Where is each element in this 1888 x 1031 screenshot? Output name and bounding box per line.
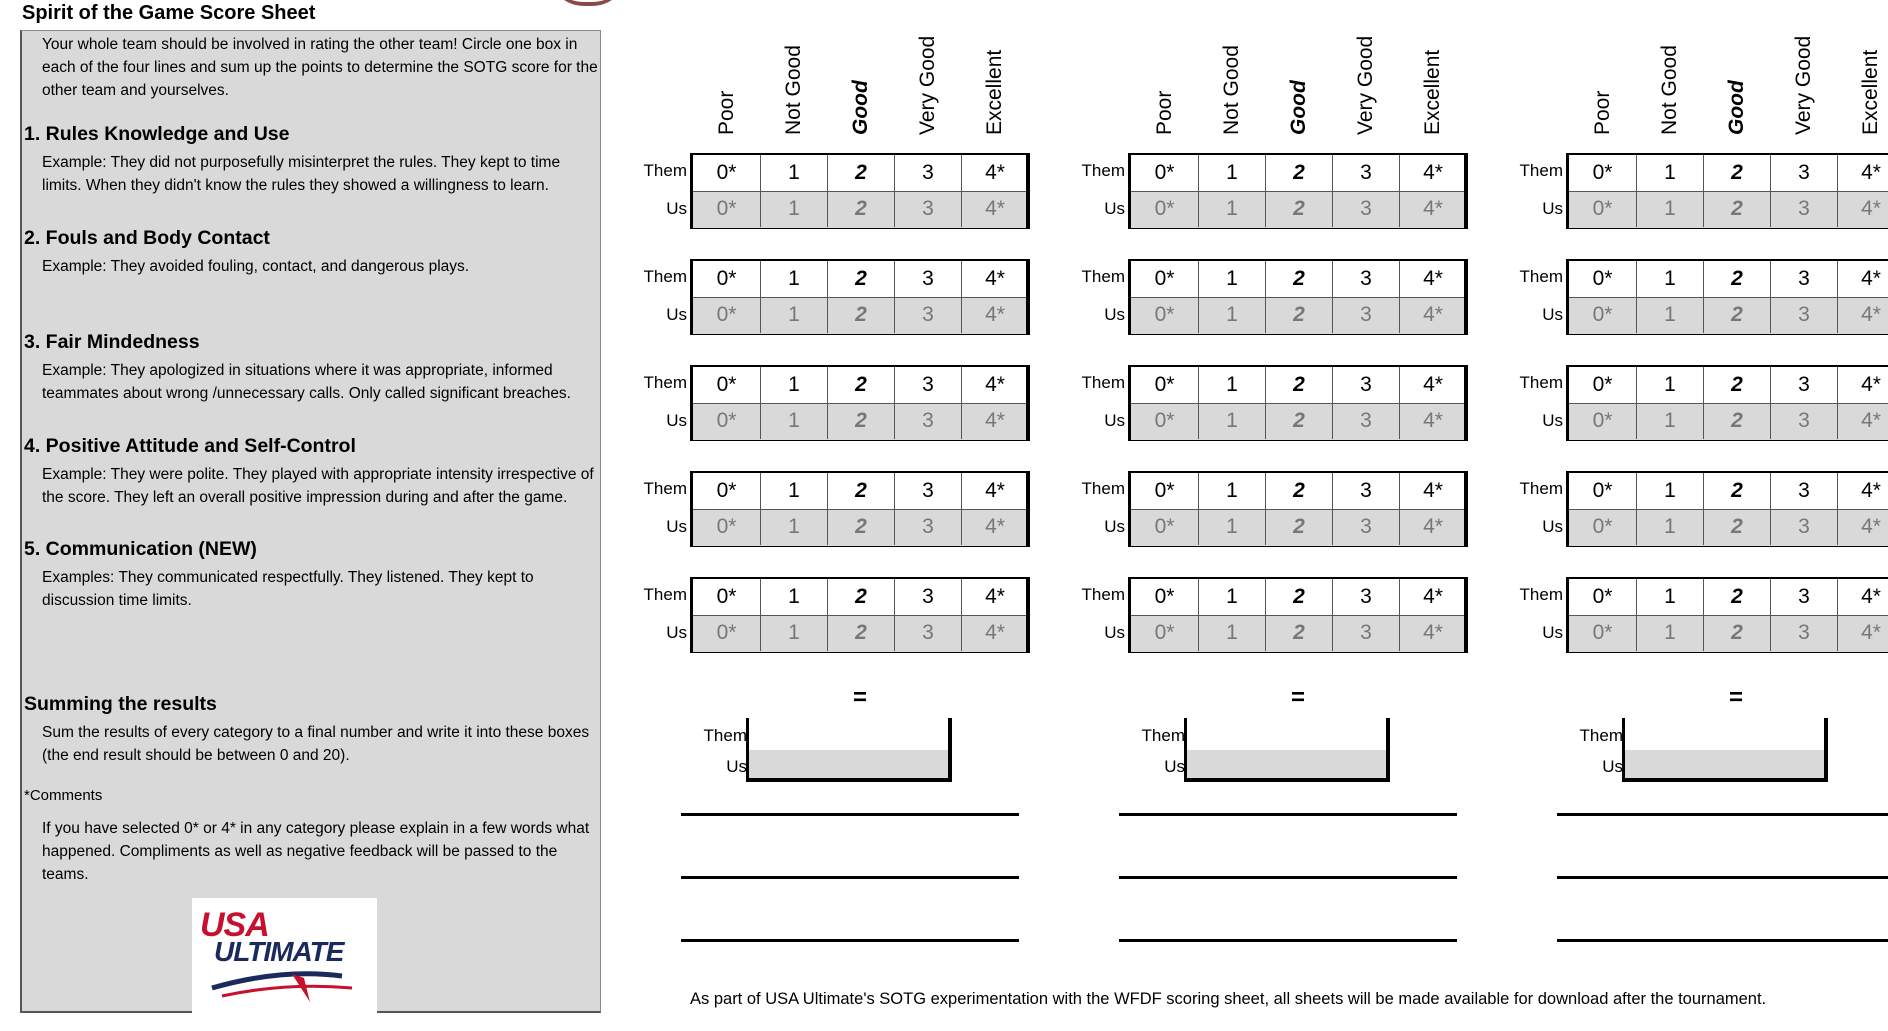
score-cell-them[interactable]: 0* <box>1592 479 1613 502</box>
score-cell-them[interactable]: 2 <box>1265 155 1332 191</box>
score-cell-us[interactable]: 4* <box>1399 297 1466 333</box>
score-cell-us[interactable]: 3 <box>1332 615 1399 651</box>
column-header <box>760 30 827 135</box>
score-cell-us[interactable]: 2 <box>827 191 894 227</box>
row-label-us: Us <box>1104 305 1125 324</box>
category-heading: 3. Fair Mindedness <box>24 331 200 353</box>
score-cell-us[interactable]: 0* <box>1154 197 1175 220</box>
comment-line[interactable] <box>1557 876 1888 879</box>
score-cell-us[interactable]: 2 <box>827 403 894 439</box>
logo-text-ultimate: ULTIMATE <box>214 936 344 967</box>
score-cell-us[interactable]: 1 <box>1636 191 1703 227</box>
score-cell-them[interactable]: 1 <box>1636 261 1703 297</box>
score-cell-us[interactable]: 2 <box>1703 615 1770 651</box>
score-cell-them[interactable]: 3 <box>894 473 961 509</box>
score-cell-us[interactable]: 0* <box>716 515 737 538</box>
column-header <box>1265 30 1332 135</box>
score-cell-them[interactable]: 1 <box>760 579 827 615</box>
score-cell-them[interactable]: 1 <box>1198 155 1265 191</box>
score-grid <box>1566 259 1888 335</box>
score-cell-them[interactable]: 4* <box>1837 261 1888 297</box>
comment-line[interactable] <box>681 876 1019 879</box>
score-grid <box>1128 153 1468 229</box>
score-cell-them[interactable]: 1 <box>760 155 827 191</box>
category-heading: 5. Communication (NEW) <box>24 538 257 560</box>
instructions-panel <box>20 30 601 1013</box>
column-header <box>1569 30 1636 135</box>
total-score-box[interactable] <box>746 718 952 782</box>
column-header-label: Poor <box>714 90 738 135</box>
score-cell-them[interactable]: 0* <box>1154 585 1175 608</box>
score-grid <box>690 153 1030 229</box>
score-cell-them[interactable]: 3 <box>1332 579 1399 615</box>
score-cell-us[interactable]: 3 <box>1770 191 1837 227</box>
row-label-us: Us <box>1104 623 1125 642</box>
row-label-them: Them <box>1081 267 1125 286</box>
score-cell-us[interactable]: 3 <box>894 615 961 651</box>
score-cell-them[interactable]: 1 <box>760 261 827 297</box>
column-header <box>961 30 1028 135</box>
score-cell-us[interactable]: 0* <box>1154 303 1175 326</box>
column-header-label: Poor <box>1590 90 1614 135</box>
score-cell-them[interactable]: 2 <box>827 367 894 403</box>
score-cell-them[interactable]: 4* <box>1399 367 1466 403</box>
comments-text: If you have selected 0* or 4* in any category please explain in a few words what happened. Compliments as well as negative feedback will be passed to the teams. <box>42 820 590 883</box>
column-header-label: Not Good <box>781 45 805 135</box>
score-cell-them[interactable]: 3 <box>1332 367 1399 403</box>
score-cell-them[interactable]: 1 <box>1636 155 1703 191</box>
row-label-them: Them <box>643 479 687 498</box>
score-cell-us[interactable]: 2 <box>1265 191 1332 227</box>
column-header <box>693 30 760 135</box>
score-cell-us[interactable]: 2 <box>1703 297 1770 333</box>
equals-sign: = <box>1290 684 1305 711</box>
usa-ultimate-logo <box>192 898 377 1031</box>
score-cell-them[interactable]: 2 <box>1703 579 1770 615</box>
row-label-them: Them <box>1519 373 1563 392</box>
row-label-them: Them <box>1519 479 1563 498</box>
score-grid <box>1566 471 1888 547</box>
score-cell-them[interactable]: 0* <box>716 161 737 184</box>
score-cell-them[interactable]: 2 <box>1703 261 1770 297</box>
row-label-us: Us <box>666 623 687 642</box>
score-cell-them[interactable]: 2 <box>1265 579 1332 615</box>
score-cell-them[interactable]: 3 <box>1332 155 1399 191</box>
score-cell-us[interactable]: 4* <box>961 615 1028 651</box>
row-label-them: Them <box>643 585 687 604</box>
row-label-them: Them <box>1519 267 1563 286</box>
score-grid <box>690 259 1030 335</box>
row-label-them: Them <box>1081 585 1125 604</box>
category-example: Example: They apologized in situations where it was appropriate, informed teammates about wrong /unnecessary calls. Only called significant breaches. <box>42 362 571 402</box>
score-cell-us[interactable]: 1 <box>1636 403 1703 439</box>
score-grid <box>690 365 1030 441</box>
score-cell-them[interactable]: 0* <box>716 373 737 396</box>
score-cell-us[interactable]: 2 <box>1703 403 1770 439</box>
row-label-them: Them <box>1081 161 1125 180</box>
score-cell-them[interactable]: 3 <box>1770 155 1837 191</box>
score-cell-us[interactable]: 0* <box>1592 409 1613 432</box>
score-cell-them[interactable]: 4* <box>1837 473 1888 509</box>
column-header <box>1837 30 1888 135</box>
row-label-them: Them <box>643 267 687 286</box>
score-cell-us[interactable]: 2 <box>1265 615 1332 651</box>
score-cell-them[interactable]: 3 <box>1332 261 1399 297</box>
category-example: Example: They were polite. They played with appropriate intensity irrespective of the score. They left an overall positive impression during and after the game. <box>42 466 594 506</box>
score-cell-us[interactable]: 4* <box>1399 509 1466 545</box>
score-cell-us[interactable]: 3 <box>1770 509 1837 545</box>
score-cell-them[interactable]: 4* <box>1837 155 1888 191</box>
footer-note: As part of USA Ultimate's SOTG experimentation with the WFDF scoring sheet, all sheets will be made available for download after the tournament. <box>690 990 1767 1008</box>
summing-text: Sum the results of every category to a final number and write it into these boxes (the end result should be between 0 and 20). <box>42 724 590 764</box>
comment-line[interactable] <box>1119 939 1457 942</box>
score-cell-us[interactable]: 4* <box>961 403 1028 439</box>
total-label-us: Us <box>1164 757 1185 776</box>
comment-line[interactable] <box>681 939 1019 942</box>
score-cell-them[interactable]: 0* <box>716 479 737 502</box>
column-header-label: Not Good <box>1219 45 1243 135</box>
score-cell-them[interactable]: 0* <box>1154 373 1175 396</box>
score-cell-them[interactable]: 3 <box>894 367 961 403</box>
score-cell-us[interactable]: 2 <box>827 509 894 545</box>
total-label-us: Us <box>1602 757 1623 776</box>
score-cell-them[interactable]: 1 <box>1198 579 1265 615</box>
row-label-us: Us <box>1542 305 1563 324</box>
total-score-box[interactable] <box>1622 718 1828 782</box>
score-cell-them[interactable]: 1 <box>1636 367 1703 403</box>
row-label-us: Us <box>666 199 687 218</box>
score-cell-us[interactable]: 1 <box>1636 615 1703 651</box>
score-cell-them[interactable]: 4* <box>961 261 1028 297</box>
score-cell-them[interactable]: 2 <box>1703 155 1770 191</box>
category-heading: 2. Fouls and Body Contact <box>24 227 270 249</box>
category-example: Example: They did not purposefully misinterpret the rules. They kept to time limits. When they didn't know the rules they showed a willingness to learn. <box>42 154 561 194</box>
score-cell-them[interactable]: 4* <box>1399 155 1466 191</box>
score-cell-them[interactable]: 2 <box>827 261 894 297</box>
score-cell-them[interactable]: 0* <box>1154 267 1175 290</box>
score-cell-us[interactable]: 0* <box>1592 197 1613 220</box>
total-label-them: Them <box>1579 726 1623 745</box>
score-cell-us[interactable]: 1 <box>760 615 827 651</box>
column-header <box>1131 30 1198 135</box>
comment-line[interactable] <box>1119 813 1457 816</box>
category-heading: 1. Rules Knowledge and Use <box>24 123 290 145</box>
score-grid <box>1566 577 1888 653</box>
score-cell-them[interactable]: 0* <box>1592 585 1613 608</box>
row-label-us: Us <box>1104 199 1125 218</box>
column-header <box>827 30 894 135</box>
score-cell-them[interactable]: 3 <box>1770 473 1837 509</box>
score-cell-them[interactable]: 1 <box>1198 261 1265 297</box>
score-cell-them[interactable]: 0* <box>716 585 737 608</box>
score-cell-us[interactable]: 1 <box>1198 509 1265 545</box>
score-cell-us[interactable]: 0* <box>1154 409 1175 432</box>
column-header-label: Very Good <box>915 35 939 135</box>
score-grid <box>690 471 1030 547</box>
score-cell-them[interactable]: 0* <box>1592 161 1613 184</box>
column-header-label: Good <box>1724 80 1748 135</box>
column-header-label: Excellent <box>1858 49 1882 135</box>
score-cell-us[interactable]: 4* <box>1399 615 1466 651</box>
score-cell-them[interactable]: 1 <box>760 473 827 509</box>
score-cell-us[interactable]: 4* <box>1837 615 1888 651</box>
score-cell-them[interactable]: 1 <box>1198 473 1265 509</box>
column-header-label: Not Good <box>1657 45 1681 135</box>
score-cell-them[interactable]: 2 <box>827 579 894 615</box>
score-cell-them[interactable]: 1 <box>1636 579 1703 615</box>
score-cell-us[interactable]: 4* <box>961 509 1028 545</box>
score-cell-us[interactable]: 0* <box>716 621 737 644</box>
column-header-label: Excellent <box>1420 49 1444 135</box>
column-header-label: Excellent <box>982 49 1006 135</box>
score-grid <box>1566 365 1888 441</box>
score-cell-us[interactable]: 4* <box>1837 403 1888 439</box>
score-cell-them[interactable]: 0* <box>1592 267 1613 290</box>
score-cell-them[interactable]: 0* <box>1154 479 1175 502</box>
row-label-them: Them <box>1519 161 1563 180</box>
column-header <box>894 30 961 135</box>
row-label-us: Us <box>1542 623 1563 642</box>
row-label-them: Them <box>1519 585 1563 604</box>
row-label-us: Us <box>1542 517 1563 536</box>
score-cell-us[interactable]: 0* <box>1592 303 1613 326</box>
score-cell-us[interactable]: 3 <box>894 191 961 227</box>
score-grid <box>1128 259 1468 335</box>
comment-line[interactable] <box>681 813 1019 816</box>
score-cell-us[interactable]: 4* <box>1837 191 1888 227</box>
score-cell-them[interactable]: 4* <box>961 473 1028 509</box>
category-example: Examples: They communicated respectfully. They listened. They kept to discussion time limits. <box>42 569 534 609</box>
row-label-us: Us <box>1542 199 1563 218</box>
row-label-us: Us <box>666 517 687 536</box>
column-header <box>1703 30 1770 135</box>
score-cell-them[interactable]: 4* <box>1399 473 1466 509</box>
score-cell-us[interactable]: 4* <box>1837 509 1888 545</box>
total-label-them: Them <box>1141 726 1185 745</box>
score-cell-us[interactable]: 4* <box>1837 297 1888 333</box>
row-label-them: Them <box>643 373 687 392</box>
logo-text-usa: USA <box>200 906 269 944</box>
score-cell-us[interactable]: 4* <box>961 191 1028 227</box>
score-cell-them[interactable]: 2 <box>827 155 894 191</box>
score-cell-us[interactable]: 3 <box>1332 297 1399 333</box>
score-cell-them[interactable]: 4* <box>1837 367 1888 403</box>
total-us-shading <box>1625 750 1824 778</box>
column-header <box>1198 30 1265 135</box>
score-cell-us[interactable]: 0* <box>1154 621 1175 644</box>
score-cell-them[interactable]: 3 <box>1770 579 1837 615</box>
row-label-them: Them <box>1081 479 1125 498</box>
score-cell-them[interactable]: 2 <box>827 473 894 509</box>
score-cell-them[interactable]: 4* <box>961 579 1028 615</box>
score-grid <box>1566 153 1888 229</box>
score-cell-them[interactable]: 3 <box>894 579 961 615</box>
score-cell-them[interactable]: 4* <box>1837 579 1888 615</box>
score-cell-us[interactable]: 2 <box>1265 509 1332 545</box>
score-grid <box>1128 471 1468 547</box>
score-cell-us[interactable]: 3 <box>894 509 961 545</box>
score-cell-them[interactable]: 2 <box>1265 367 1332 403</box>
score-cell-them[interactable]: 0* <box>1154 161 1175 184</box>
score-cell-us[interactable]: 3 <box>1332 191 1399 227</box>
score-cell-us[interactable]: 2 <box>1703 509 1770 545</box>
equals-sign: = <box>1728 684 1743 711</box>
row-label-us: Us <box>1104 517 1125 536</box>
column-header <box>1399 30 1466 135</box>
comments-label: *Comments <box>24 787 103 804</box>
total-us-shading <box>1187 750 1386 778</box>
score-cell-us[interactable]: 0* <box>716 409 737 432</box>
column-header-label: Poor <box>1152 90 1176 135</box>
score-cell-us[interactable]: 1 <box>760 191 827 227</box>
comment-line[interactable] <box>1119 876 1457 879</box>
score-cell-us[interactable]: 1 <box>760 509 827 545</box>
row-label-us: Us <box>666 411 687 430</box>
score-cell-them[interactable]: 4* <box>1399 579 1466 615</box>
score-cell-them[interactable]: 1 <box>760 367 827 403</box>
score-grid <box>690 577 1030 653</box>
score-cell-us[interactable]: 0* <box>716 197 737 220</box>
score-cell-them[interactable]: 3 <box>1770 261 1837 297</box>
score-cell-us[interactable]: 3 <box>1770 615 1837 651</box>
total-label-them: Them <box>703 726 747 745</box>
score-cell-them[interactable]: 0* <box>716 267 737 290</box>
score-cell-us[interactable]: 1 <box>760 297 827 333</box>
score-cell-us[interactable]: 3 <box>1332 403 1399 439</box>
score-cell-them[interactable]: 4* <box>1399 261 1466 297</box>
score-cell-them[interactable]: 2 <box>1703 473 1770 509</box>
score-cell-us[interactable]: 1 <box>1636 297 1703 333</box>
score-cell-them[interactable]: 3 <box>894 155 961 191</box>
score-cell-us[interactable]: 2 <box>1265 297 1332 333</box>
score-cell-them[interactable]: 3 <box>1332 473 1399 509</box>
column-header <box>1770 30 1837 135</box>
column-header <box>1332 30 1399 135</box>
score-cell-us[interactable]: 0* <box>1154 515 1175 538</box>
score-cell-them[interactable]: 0* <box>1592 373 1613 396</box>
score-grid <box>1128 365 1468 441</box>
score-cell-us[interactable]: 2 <box>827 297 894 333</box>
comment-line[interactable] <box>1557 813 1888 816</box>
score-cell-them[interactable]: 2 <box>1703 367 1770 403</box>
column-header-label: Very Good <box>1353 35 1377 135</box>
total-score-box[interactable] <box>1184 718 1390 782</box>
score-cell-us[interactable]: 0* <box>1592 515 1613 538</box>
score-cell-us[interactable]: 0* <box>716 303 737 326</box>
intro-text: Your whole team should be involved in rating the other team! Circle one box in each of the four lines and sum up the points to determine the SOTG score for the other team and yourselves. <box>42 36 598 99</box>
score-cell-us[interactable]: 4* <box>1399 403 1466 439</box>
row-label-us: Us <box>1104 411 1125 430</box>
row-label-us: Us <box>1542 411 1563 430</box>
equals-sign: = <box>852 684 867 711</box>
total-label-us: Us <box>726 757 747 776</box>
score-cell-us[interactable]: 2 <box>1703 191 1770 227</box>
score-cell-us[interactable]: 3 <box>1770 297 1837 333</box>
score-cell-them[interactable]: 3 <box>1770 367 1837 403</box>
top-emblem-graphic <box>548 0 628 6</box>
column-header-label: Good <box>848 80 872 135</box>
row-label-them: Them <box>1081 373 1125 392</box>
column-header-label: Very Good <box>1791 35 1815 135</box>
total-us-shading <box>749 750 948 778</box>
score-cell-us[interactable]: 1 <box>760 403 827 439</box>
score-cell-them[interactable]: 2 <box>1265 261 1332 297</box>
category-example: Example: They avoided fouling, contact, and dangerous plays. <box>42 258 470 275</box>
score-cell-us[interactable]: 1 <box>1198 297 1265 333</box>
score-cell-us[interactable]: 1 <box>1636 509 1703 545</box>
score-cell-them[interactable]: 4* <box>961 367 1028 403</box>
score-cell-us[interactable]: 1 <box>1198 403 1265 439</box>
column-header <box>1636 30 1703 135</box>
score-cell-us[interactable]: 1 <box>1198 191 1265 227</box>
score-cell-them[interactable]: 1 <box>1636 473 1703 509</box>
score-cell-them[interactable]: 3 <box>894 261 961 297</box>
score-cell-us[interactable]: 3 <box>894 297 961 333</box>
row-label-them: Them <box>643 161 687 180</box>
comment-line[interactable] <box>1557 939 1888 942</box>
column-header-label: Good <box>1286 80 1310 135</box>
score-grid <box>1128 577 1468 653</box>
category-heading: 4. Positive Attitude and Self-Control <box>24 435 356 457</box>
summing-heading: Summing the results <box>24 693 217 715</box>
score-cell-us[interactable]: 2 <box>827 615 894 651</box>
score-cell-us[interactable]: 3 <box>1770 403 1837 439</box>
score-cell-them[interactable]: 1 <box>1198 367 1265 403</box>
score-cell-us[interactable]: 3 <box>1332 509 1399 545</box>
score-cell-them[interactable]: 4* <box>961 155 1028 191</box>
score-cell-them[interactable]: 2 <box>1265 473 1332 509</box>
score-cell-us[interactable]: 0* <box>1592 621 1613 644</box>
score-cell-us[interactable]: 4* <box>961 297 1028 333</box>
score-cell-us[interactable]: 1 <box>1198 615 1265 651</box>
row-label-us: Us <box>666 305 687 324</box>
score-cell-us[interactable]: 2 <box>1265 403 1332 439</box>
score-cell-us[interactable]: 4* <box>1399 191 1466 227</box>
score-cell-us[interactable]: 3 <box>894 403 961 439</box>
page-title: Spirit of the Game Score Sheet <box>22 2 316 24</box>
